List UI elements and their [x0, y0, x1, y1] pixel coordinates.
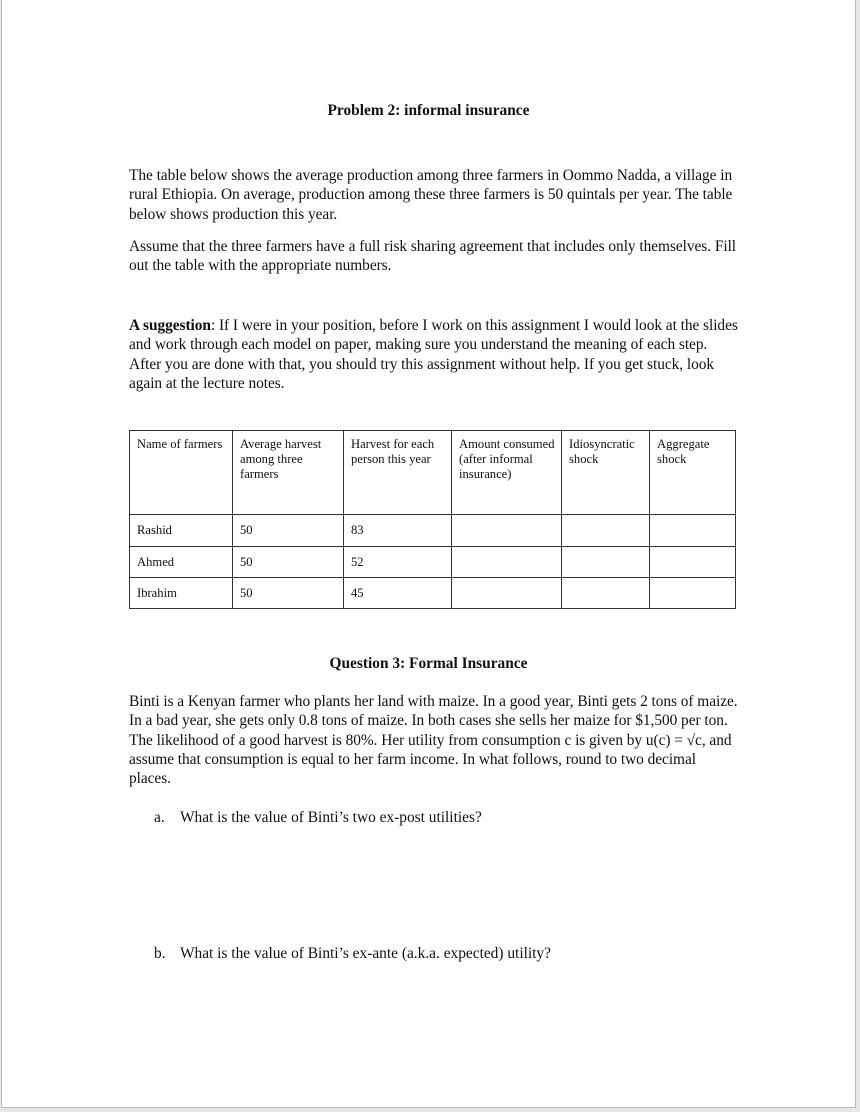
- average-harvest-cell: 50: [233, 515, 344, 547]
- item-label: a.: [154, 809, 165, 826]
- table-row: [130, 547, 736, 578]
- problem2-title: Problem 2: informal insurance: [327, 102, 530, 119]
- document-page: [1, 0, 856, 1108]
- question3-title: Question 3: Formal Insurance: [329, 655, 528, 672]
- aggregate-shock-cell[interactable]: [650, 578, 736, 609]
- farmer-name-cell: Rashid: [130, 515, 233, 547]
- question3-item-a: [154, 808, 744, 827]
- problem2-instruction-paragraph: Assume that the three farmers have a full risk sharing agreement that includes only themselves. Fill out the table with the appropriate numbers.: [129, 238, 737, 275]
- consumed-cell[interactable]: [452, 515, 562, 547]
- table-header-row: [130, 431, 736, 515]
- question3-item-b: [154, 944, 744, 963]
- problem2-intro-paragraph: The table below shows the average production among three farmers in Oommo Nadda, a village in rural Ethiopia. On average, production among these three farmers is 50 quintals per year. The table below shows production this year.: [129, 167, 733, 223]
- idiosyncratic-shock-cell[interactable]: [562, 578, 650, 609]
- idiosyncratic-shock-cell[interactable]: [562, 515, 650, 547]
- question3-paragraph: Binti is a Kenyan farmer who plants her land with maize. In a good year, Binti gets 2 tons of maize. In a bad year, she gets only 0.8 tons of maize. In both cases she sells her maize for $1,500 per ton. The likelihood of a good harvest is 80%. Her utility from consumption c is given by u(c) = √c, and assume that consumption is equal to her farm income. In what follows, round to two decimal places.: [129, 693, 738, 788]
- consumed-cell[interactable]: [452, 578, 562, 609]
- header-harvest-this-year: Harvest for each person this year: [344, 431, 452, 515]
- header-amount-consumed: Amount consumed (after informal insurance): [452, 431, 562, 515]
- header-name-of-farmers: Name of farmers: [130, 431, 233, 515]
- farmer-name-cell: Ibrahim: [130, 578, 233, 609]
- average-harvest-cell: 50: [233, 547, 344, 578]
- table-row: [130, 578, 736, 609]
- item-text: What is the value of Binti’s ex-ante (a.k.a. expected) utility?: [180, 945, 551, 962]
- header-idiosyncratic-shock: Idiosyncratic shock: [562, 431, 650, 515]
- aggregate-shock-cell[interactable]: [650, 547, 736, 578]
- item-text: What is the value of Binti’s two ex-post utilities?: [180, 809, 482, 826]
- suggestion-label: A suggestion: [129, 317, 211, 334]
- farmer-name-cell: Ahmed: [130, 547, 233, 578]
- farm-production-table: [129, 430, 736, 609]
- harvest-cell: 45: [344, 578, 452, 609]
- aggregate-shock-cell[interactable]: [650, 515, 736, 547]
- idiosyncratic-shock-cell[interactable]: [562, 547, 650, 578]
- harvest-cell: 52: [344, 547, 452, 578]
- average-harvest-cell: 50: [233, 578, 344, 609]
- header-aggregate-shock: Aggregate shock: [650, 431, 736, 515]
- item-label: b.: [154, 945, 166, 962]
- consumed-cell[interactable]: [452, 547, 562, 578]
- suggestion-text: : If I were in your position, before I work on this assignment I would look at the slides and work through each model on paper, making sure you understand the meaning of each step. After you are done with that, you should try this assignment without help. If you get stuck, look again at the lecture notes.: [129, 317, 738, 392]
- harvest-cell: 83: [344, 515, 452, 547]
- header-average-harvest: Average harvest among three farmers: [233, 431, 344, 515]
- table-row: [130, 515, 736, 547]
- suggestion-paragraph: [129, 316, 741, 393]
